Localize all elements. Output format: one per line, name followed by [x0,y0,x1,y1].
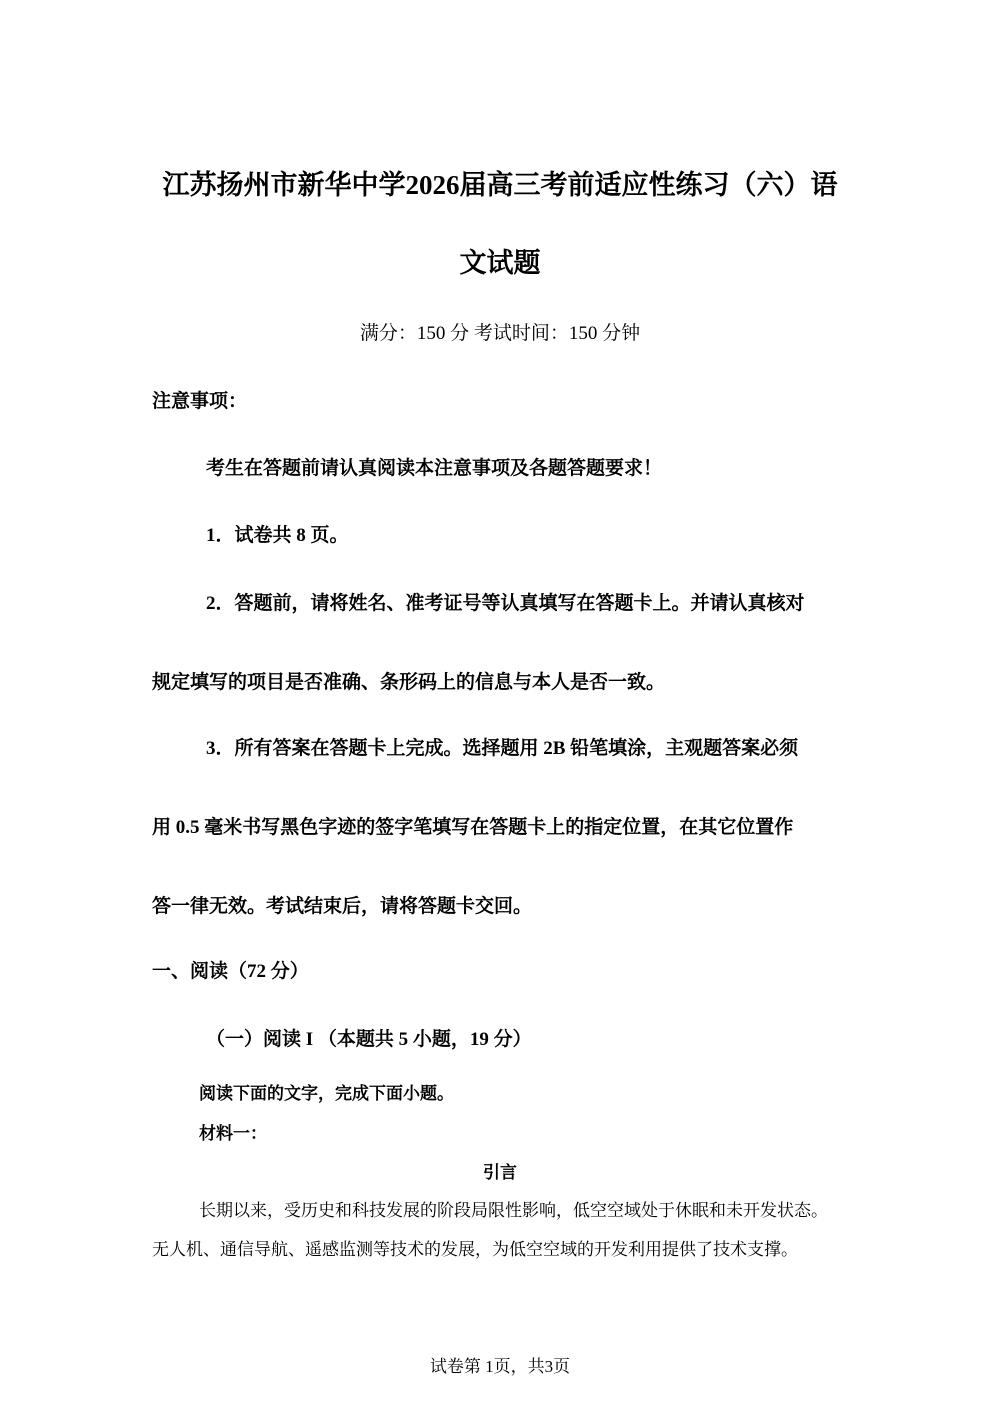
notice-item-2-line-2: 规定填写的项目是否准确、条形码上的信息与本人是否一致。 [152,672,666,693]
section-heading: 一、阅读（72 分） [152,961,309,982]
exam-info: 满分：150 分 考试时间：150 分钟 [359,323,641,344]
notice-item-2-line-1: 2．答题前，请将姓名、准考证号等认真填写在答题卡上。并请认真核对 [206,593,805,614]
article-paragraph-line-2: 无人机、通信导航、遥感监测等技术的发展，为低空空域的开发利用提供了技术支撑。 [152,1240,798,1259]
exam-title-line-2: 文试题 [459,248,541,278]
notice-heading: 注意事项： [152,391,248,412]
material-label: 材料一： [199,1124,267,1143]
notice-item-3-line-2: 用 0.5 毫米书写黑色字迹的签字笔填写在答题卡上的指定位置，在其它位置作 [152,817,794,838]
article-title: 引言 [483,1163,517,1182]
article-paragraph-line-1: 长期以来，受历史和科技发展的阶段局限性影响，低空空域处于休眠和未开发状态。 [199,1201,828,1220]
notice-item-3-line-3: 答一律无效。考试结束后，请将答题卡交回。 [152,896,533,917]
reading-sub-heading: （一）阅读 I （本题共 5 小题，19 分） [206,1029,532,1050]
reading-instruction: 阅读下面的文字，完成下面小题。 [199,1084,454,1103]
exam-title-line-1: 江苏扬州市新华中学2026届高三考前适应性练习（六）语 [162,170,838,200]
page-footer: 试卷第 1页，共3页 [429,1357,571,1376]
notice-intro: 考生在答题前请认真阅读本注意事项及各题答题要求！ [206,458,663,479]
notice-item-1: 1．试卷共 8 页。 [206,525,349,546]
notice-item-3-line-1: 3．所有答案在答题卡上完成。选择题用 2B 铅笔填涂，主观题答案必须 [206,738,799,759]
